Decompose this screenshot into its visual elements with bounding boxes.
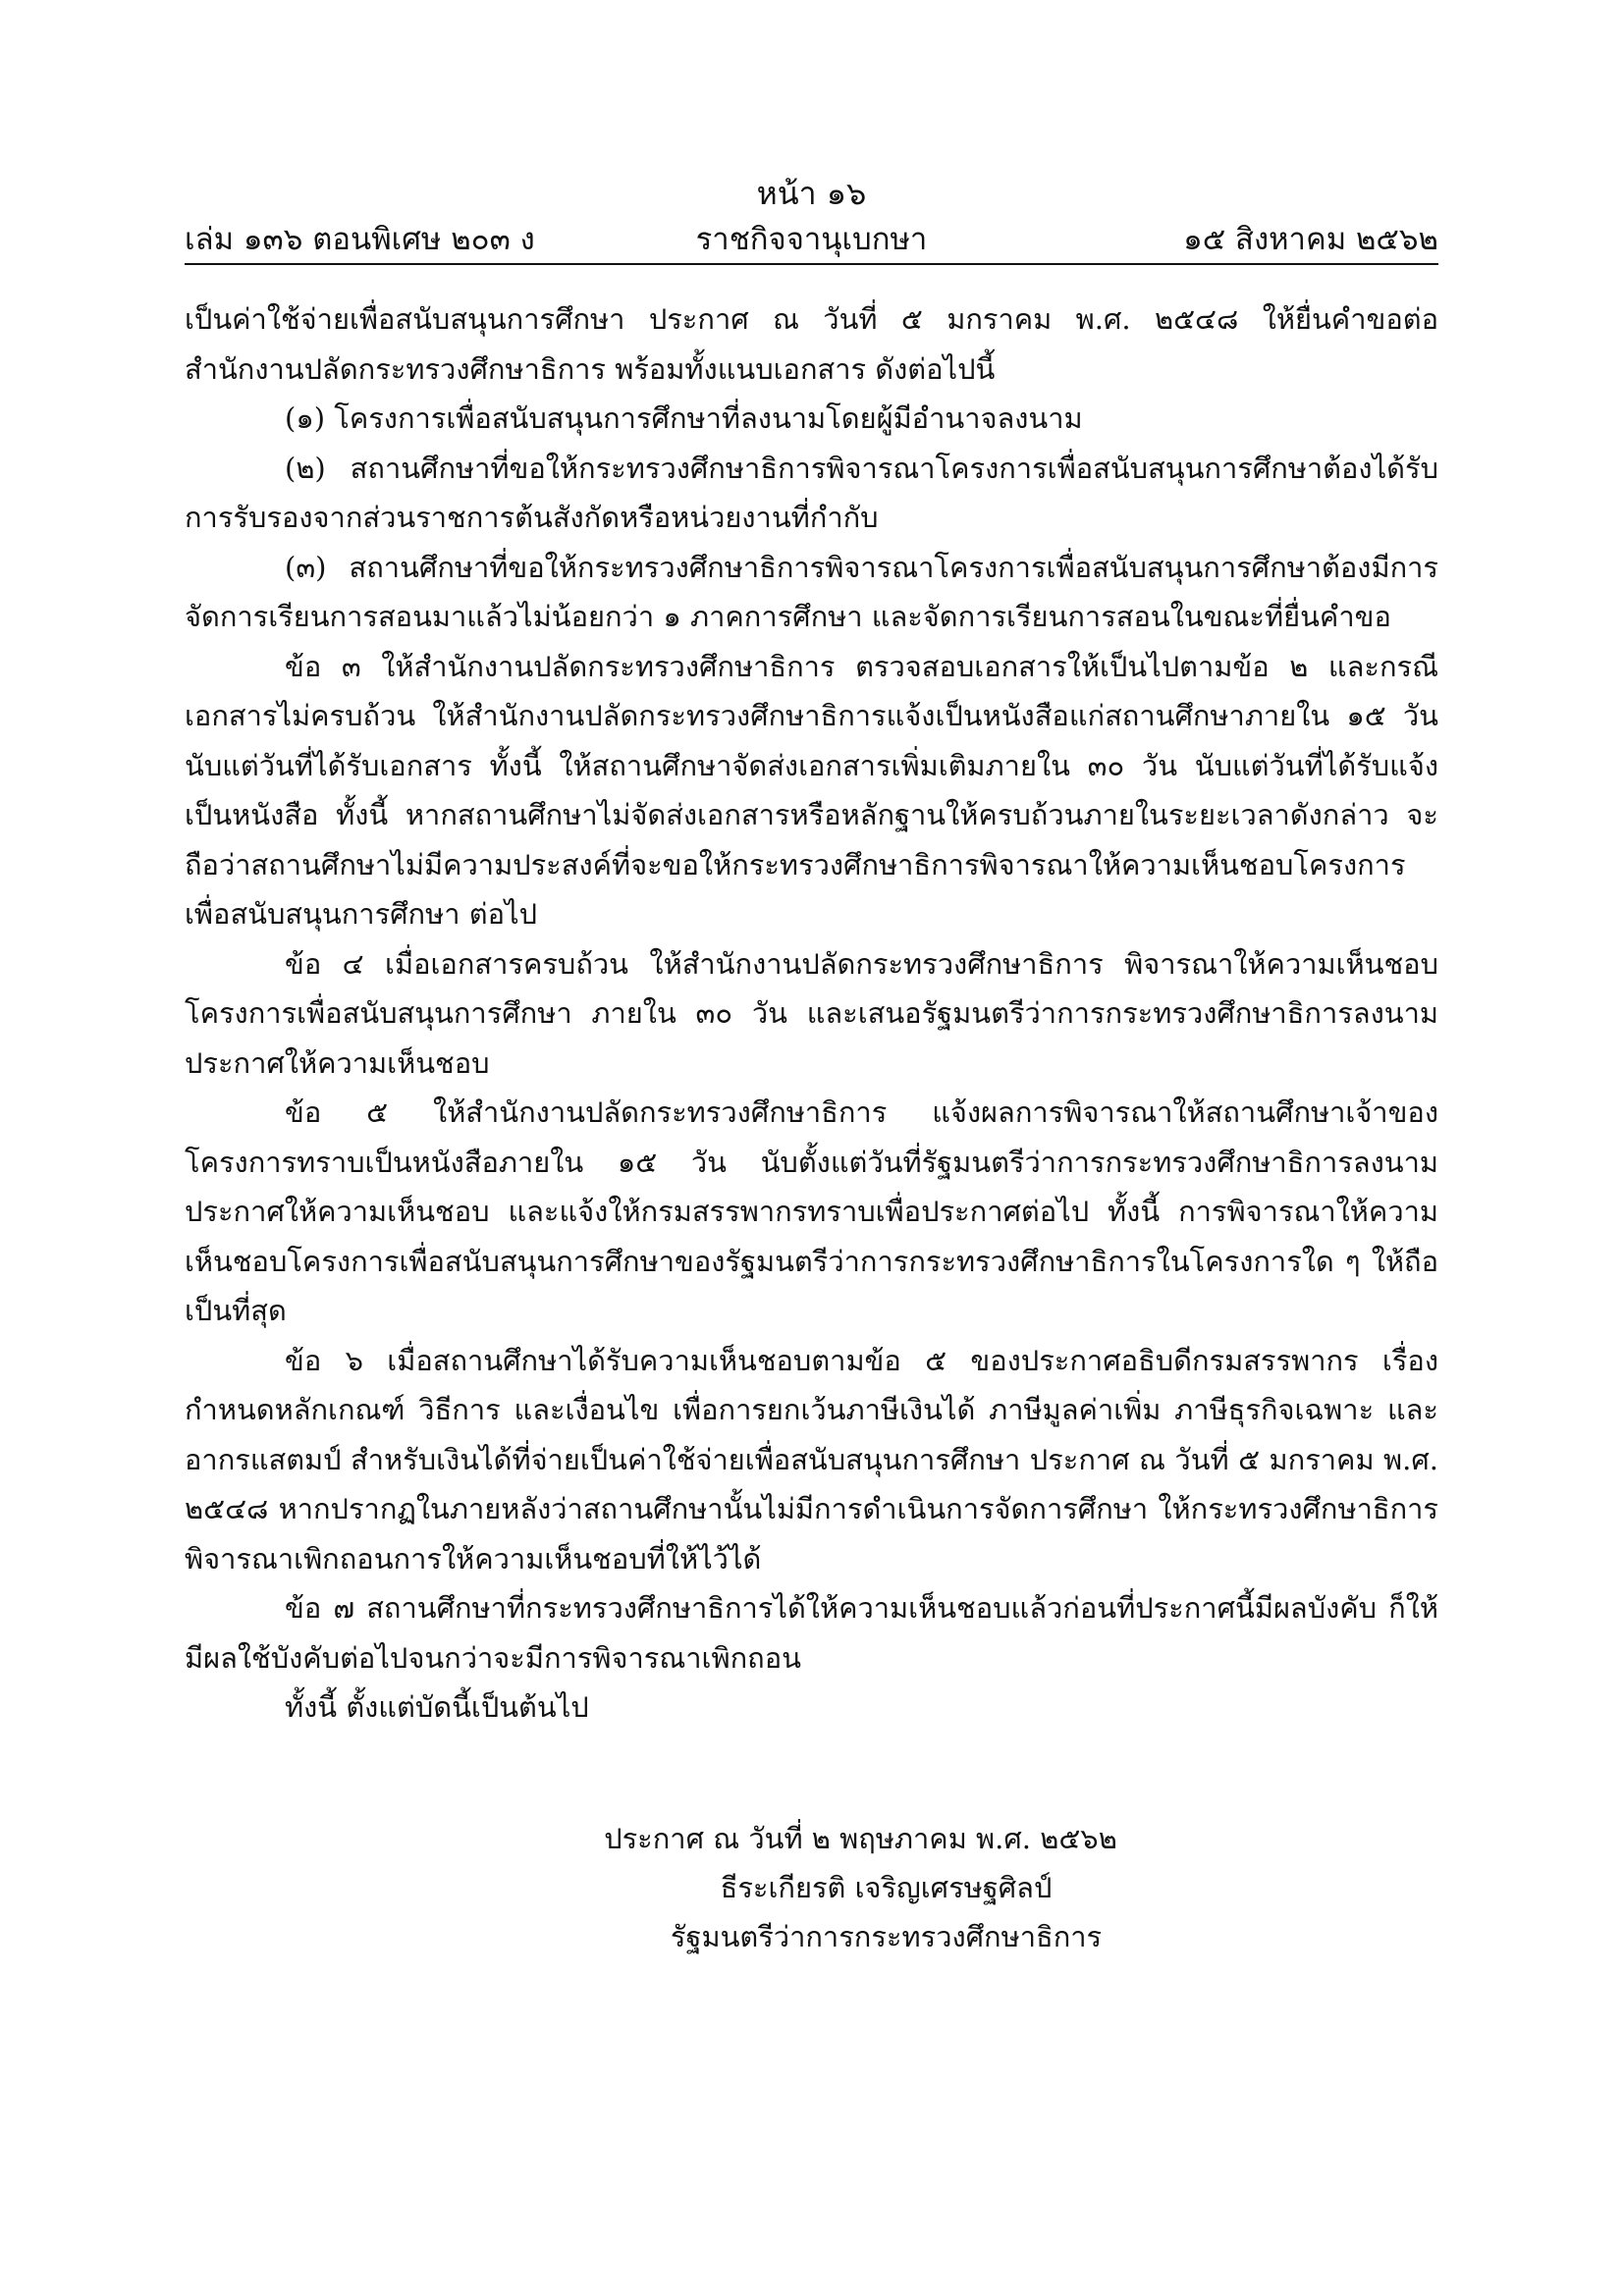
paragraph-clause-5: ข้อ ๕ ให้สำนักงานปลัดกระทรวงศึกษาธิการ แจ้งผลการพิจารณาให้สถานศึกษาเจ้าของโครงการทราบเป็นหนังสือภายใน ๑๕ วัน นับตั้งแต่วันที่รัฐมนตรีว่าการกระทรวงศึกษาธิการลงนามประกาศให้ความเห็นชอบ และแจ้งให้กรมสรรพากรทราบเพื่อประกาศต่อไป ทั้งนี้ การพิจารณาให้ความเห็นชอบโครงการเพื่อสนับสนุนการศึกษาของรัฐมนตรีว่าการกระทรวงศึกษาธิการในโครงการใด ๆ ให้ถือเป็นที่สุด (185, 1095, 1438, 1327)
paragraph-clause-4: ข้อ ๔ เมื่อเอกสารครบถ้วน ให้สำนักงานปลัดกระทรวงศึกษาธิการ พิจารณาให้ความเห็นชอบโครงการเพื่อสนับสนุนการศึกษา ภายใน ๓๐ วัน และเสนอรัฐมนตรีว่าการกระทรวงศึกษาธิการลงนามประกาศให้ความเห็นชอบ (185, 946, 1438, 1080)
document-body (185, 294, 1438, 1733)
paragraph-continuation: เป็นค่าใช้จ่ายเพื่อสนับสนุนการศึกษา ประกาศ ณ วันที่ ๕ มกราคม พ.ศ. ๒๕๔๘ ให้ยื่นคำขอต่อสำนักงานปลัดกระทรวงศึกษาธิการ พร้อมทั้งแนบเอกสาร ดังต่อไปนี้ (185, 302, 1438, 386)
paragraph-clause-7: ข้อ ๗ สถานศึกษาที่กระทรวงศึกษาธิการได้ให้ความเห็นชอบแล้วก่อนที่ประกาศนี้มีผลบังคับ ก็ให้มีผลใช้บังคับต่อไปจนกว่าจะมีการพิจารณาเพิกถอน (185, 1591, 1438, 1675)
page-number: หน้า ๑๖ (756, 175, 867, 212)
gazette-header (185, 214, 1438, 265)
header-title: ราชกิจจานุเบกษา (695, 222, 928, 257)
header-volume: เล่ม ๑๓๖ ตอนพิเศษ ๒๐๓ ง (185, 222, 535, 257)
paragraph-item-3: (๓) สถานศึกษาที่ขอให้กระทรวงศึกษาธิการพิจารณาโครงการเพื่อสนับสนุนการศึกษาต้องมีการจัดการเรียนการสอนมาแล้วไม่น้อยกว่า ๑ ภาคการศึกษา และจัดการเรียนการสอนในขณะที่ยื่นคำขอ (185, 550, 1438, 633)
paragraph-item-1: (๑) โครงการเพื่อสนับสนุนการศึกษาที่ลงนามโดยผู้มีอำนาจลงนาม (285, 401, 1083, 435)
announcement-date: ประกาศ ณ วันที่ ๒ พฤษภาคม พ.ศ. ๒๕๖๒ (604, 1822, 1117, 1855)
signatory-position: รัฐมนตรีว่าการกระทรวงศึกษาธิการ (670, 1920, 1103, 1953)
header-divider (185, 263, 1438, 265)
paragraph-clause-6: ข้อ ๖ เมื่อสถานศึกษาได้รับความเห็นชอบตามข้อ ๕ ของประกาศอธิบดีกรมสรรพากร เรื่อง กำหนดหลักเกณฑ์ วิธีการ และเงื่อนไข เพื่อการยกเว้นภาษีเงินได้ ภาษีมูลค่าเพิ่ม ภาษีธุรกิจเฉพาะ และอากรแสตมป์ สำหรับเงินได้ที่จ่ายเป็นค่าใช้จ่ายเพื่อสนับสนุนการศึกษา ประกาศ ณ วันที่ ๕ มกราคม พ.ศ. ๒๕๔๘ หากปรากฏในภายหลังว่าสถานศึกษานั้นไม่มีการดำเนินการจัดการศึกษา ให้กระทรวงศึกษาธิการพิจารณาเพิกถอนการให้ความเห็นชอบที่ให้ไว้ได้ (185, 1343, 1438, 1575)
signatory-name: ธีระเกียรติ เจริญเศรษฐศิลป์ (720, 1871, 1053, 1904)
paragraph-clause-3: ข้อ ๓ ให้สำนักงานปลัดกระทรวงศึกษาธิการ ตรวจสอบเอกสารให้เป็นไปตามข้อ ๒ และกรณีเอกสารไม่ครบถ้วน ให้สำนักงานปลัดกระทรวงศึกษาธิการแจ้งเป็นหนังสือแก่สถานศึกษาภายใน ๑๕ วัน นับแต่วันที่ได้รับเอกสาร ทั้งนี้ ให้สถานศึกษาจัดส่งเอกสารเพิ่มเติมภายใน ๓๐ วัน นับแต่วันที่ได้รับแจ้งเป็นหนังสือ ทั้งนี้ หากสถานศึกษาไม่จัดส่งเอกสารหรือหลักฐานให้ครบถ้วนภายในระยะเวลาดังกล่าว จะถือว่าสถานศึกษาไม่มีความประสงค์ที่จะขอให้กระทรวงศึกษาธิการพิจารณาให้ความเห็นชอบโครงการเพื่อสนับสนุนการศึกษา ต่อไป (185, 649, 1438, 931)
paragraph-effective: ทั้งนี้ ตั้งแต่บัดนี้เป็นต้นไป (285, 1690, 589, 1724)
paragraph-item-2: (๒) สถานศึกษาที่ขอให้กระทรวงศึกษาธิการพิจารณาโครงการเพื่อสนับสนุนการศึกษาต้องได้รับการรับรองจากส่วนราชการต้นสังกัดหรือหน่วยงานที่กำกับ (185, 451, 1438, 534)
header-date: ๑๕ สิงหาคม ๒๕๖๒ (1183, 222, 1438, 257)
signature-block (0, 1814, 1623, 1961)
